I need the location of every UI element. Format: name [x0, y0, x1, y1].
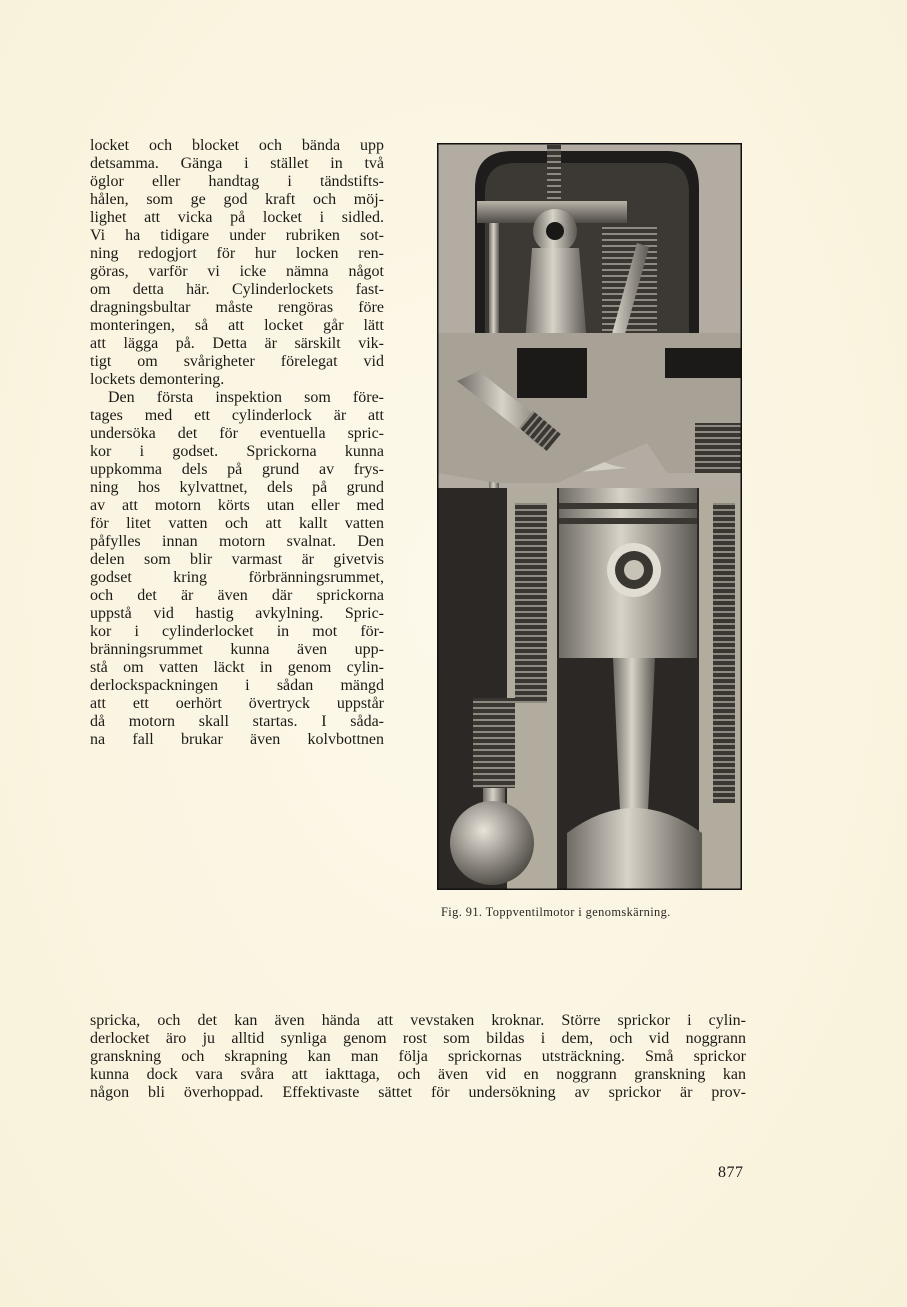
text-line: bränningsrummet kunna även upp-	[90, 641, 384, 658]
text-line: derlockspackningen i sådan mängd	[90, 677, 384, 694]
text-line: granskning och skrapning kan man följa sprickornas utsträckning. Små sprickor	[90, 1048, 746, 1065]
text-line: locket och blocket och bända upp	[90, 137, 384, 154]
text-line: för litet vatten och att kallt vatten	[90, 515, 384, 532]
text-line: Vi ha tidigare under rubriken sot-	[90, 227, 384, 244]
text-line: öglor eller handtag i tändstifts-	[90, 173, 384, 190]
text-line: hålen, som ge god kraft och möj-	[90, 191, 384, 208]
text-line: ning redogjort för hur locken ren-	[90, 245, 384, 262]
text-line: tages med ett cylinderlock är att	[90, 407, 384, 424]
text-line: spricka, och det kan även hända att vevstaken kroknar. Större sprickor i cylin-	[90, 1012, 746, 1029]
text-line: kor i godset. Sprickorna kunna	[90, 443, 384, 460]
text-line: derlocket äro ju alltid synliga genom rost som bildas i dem, och vid noggrann	[90, 1030, 746, 1047]
text-line: Den första inspektion som före-	[108, 389, 384, 406]
full-width-text	[90, 1012, 746, 1102]
text-line: då motorn skall startas. I såda-	[90, 713, 384, 730]
text-line: dragningsbultar måste rengöras före	[90, 299, 384, 316]
text-line: att lägga på. Detta är särskilt vik-	[90, 335, 384, 352]
text-line: uppstå vid hastig avkylning. Spric-	[90, 605, 384, 622]
text-line: godset kring förbränningsrummet,	[90, 569, 384, 586]
text-line: ning hos kylvattnet, dels på grund	[90, 479, 384, 496]
text-line: och det är även där sprickorna	[90, 587, 384, 604]
text-line: detsamma. Gänga i stället in två	[90, 155, 384, 172]
engine-cutaway-illustration	[437, 143, 742, 890]
engine-cross-section-figure	[437, 143, 742, 890]
text-line: om detta här. Cylinderlockets fast-	[90, 281, 384, 298]
text-line: delen som blir varmast är givetvis	[90, 551, 384, 568]
text-line: göras, varför vi icke nämna något	[90, 263, 384, 280]
figure-caption: Fig. 91. Toppventilmotor i genomskärning.	[441, 905, 671, 919]
text-line: undersöka det för eventuella spric-	[90, 425, 384, 442]
text-line: monteringen, så att locket går lätt	[90, 317, 384, 334]
text-line: kor i cylinderlocket in mot för-	[90, 623, 384, 640]
text-line: stå om vatten läckt in genom cylin-	[90, 659, 384, 676]
text-line: tigt om svårigheter förelegat vid	[90, 353, 384, 370]
text-line: lockets demontering.	[90, 371, 225, 388]
text-line: uppkomma dels på grund av frys-	[90, 461, 384, 478]
text-line: kunna dock vara svåra att iakttaga, och även vid en noggrann granskning kan	[90, 1066, 746, 1083]
text-line: av att motorn körts utan eller med	[90, 497, 384, 514]
text-line: påfylles innan motorn svalnat. Den	[90, 533, 384, 550]
text-line: lighet att vicka på locket i sidled.	[90, 209, 384, 226]
page-number: 877	[718, 1164, 744, 1181]
text-line: någon bli överhoppad. Effektivaste sättet för undersökning av sprickor är prov-	[90, 1084, 746, 1101]
text-line: na fall brukar även kolvbottnen	[90, 731, 384, 748]
text-line: att ett oerhört övertryck uppstår	[90, 695, 384, 712]
column-text	[90, 137, 384, 749]
